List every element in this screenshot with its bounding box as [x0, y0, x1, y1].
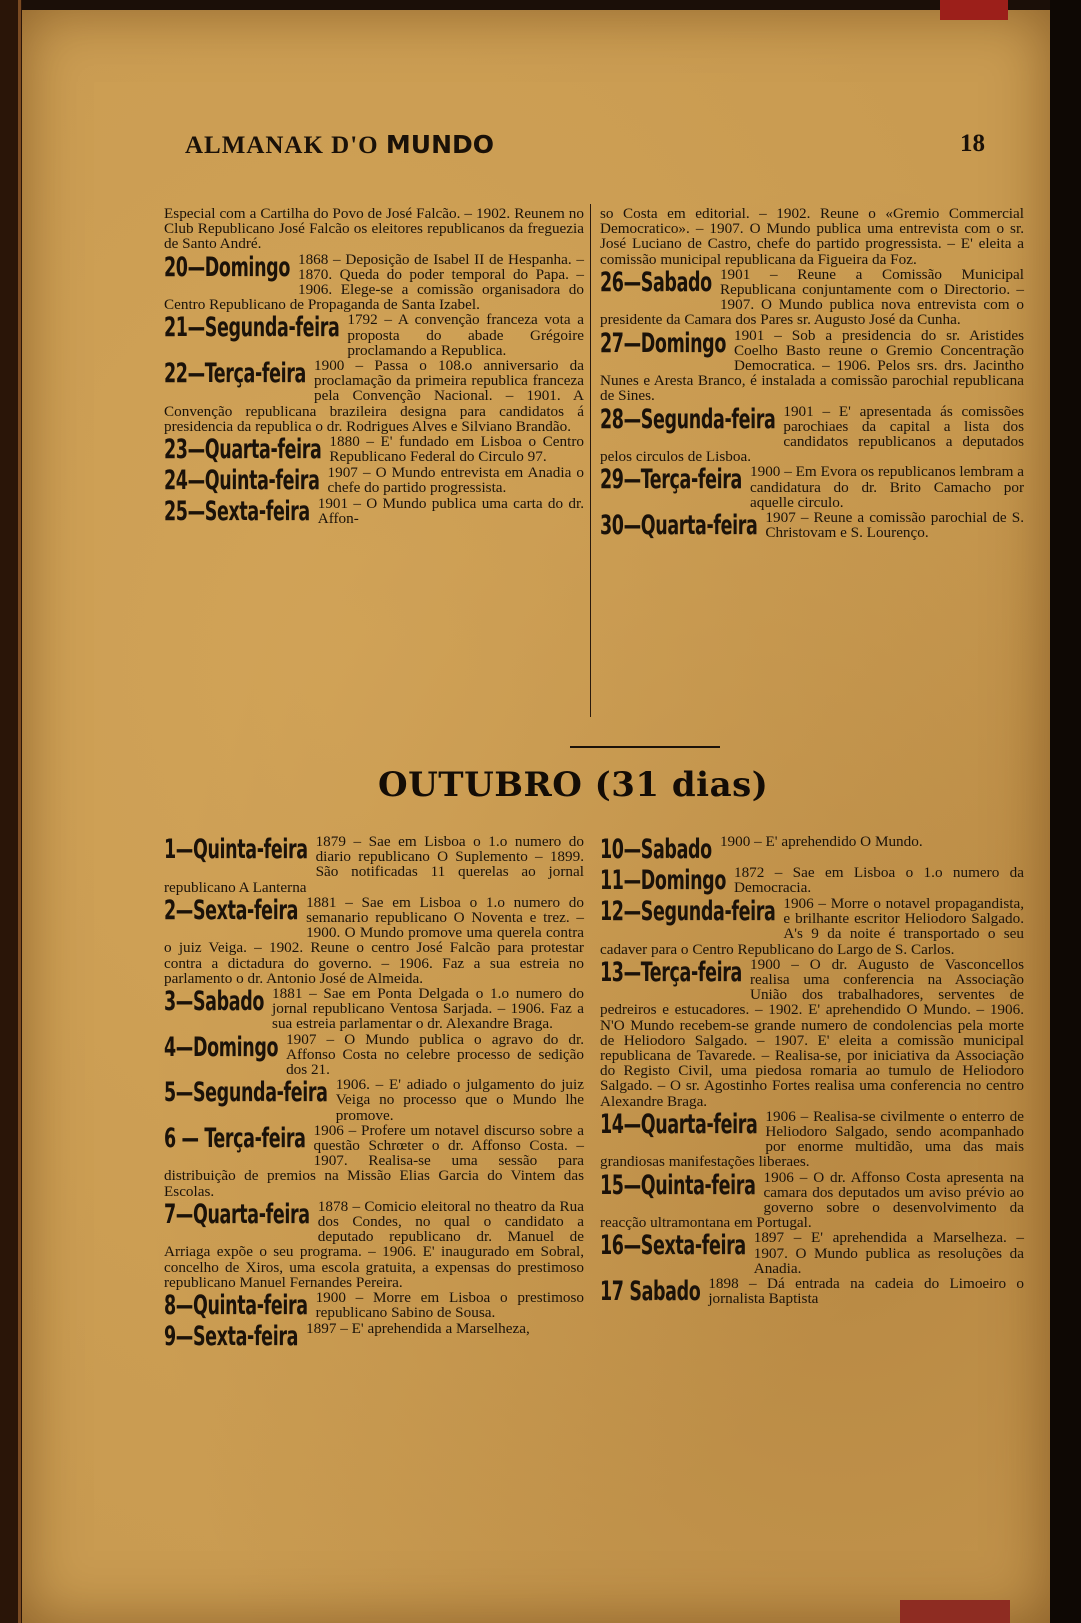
- calendar-entry: [164, 986, 584, 1032]
- entry-text: 1906 – Profere um notavel discurso sobre a questão Schrœter o dr. Affonso Costa. – 1907. Realisa-se uma sessão para distribuição de premios na Missão Elias Garcia do Vintem das Escolas.: [164, 1121, 584, 1200]
- calendar-entry: [600, 1276, 1024, 1307]
- calendar-entry: [600, 464, 1024, 510]
- day-heading: 27—Domingo: [600, 327, 726, 359]
- calendar-entry: [164, 465, 584, 496]
- day-heading: 24—Quinta-feira: [164, 465, 320, 497]
- calendar-entry: [164, 358, 584, 434]
- calendar-entry: [600, 1109, 1024, 1170]
- entry-text: Especial com a Cartilha do Povo de José Falcão. – 1902. Reunem no Club Republicano José Falcão os eleitores republicanos da freguezia de Santo André.: [164, 205, 584, 253]
- entry-text: 1900 – Em Evora os republicanos lembram a candidatura do dr. Brito Camacho por aquelle circulo.: [750, 463, 1024, 511]
- entry-text: 1906 – Morre o notavel propagandista, e brilhante escritor Heliodoro Salgado. A's 9 da noite é transportado o seu cadaver para o Centro Republicano do Largo de S. Carlos.: [600, 895, 1024, 958]
- calendar-entry: [600, 404, 1024, 465]
- entry-text: 1906 – O dr. Affonso Costa apresenta na camara dos deputados um aviso prévio ao governo sobre o desenvolvimento da reacção ultramontana em Portugal.: [600, 1168, 1024, 1232]
- almanac-title: [185, 130, 494, 160]
- entry-text: 1901 – O Mundo publica uma carta do dr. Affon-: [317, 495, 584, 528]
- calendar-entry: [600, 206, 1024, 267]
- entry-text: 1879 – Sae em Lisboa o 1.o numero do diario republicano O Suplemento – 1899. São notificadas 11 querelas ao jornal republicano A Lanterna: [164, 833, 584, 896]
- entry-text: 1907 – O Mundo entrevista em Anadia o chefe do partido progressista.: [327, 464, 584, 497]
- calendar-entry: [600, 267, 1024, 328]
- day-heading: 28—Segunda-feira: [600, 403, 776, 435]
- column-divider: [590, 204, 591, 717]
- day-heading: 9—Sexta-feira: [164, 1321, 299, 1353]
- page-number: 18: [960, 130, 985, 157]
- calendar-entry: [600, 510, 1024, 541]
- entry-text: 1881 – Sae em Lisboa o 1.o numero do semanario republicano O Noventa e trez. – 1900. O Mundo promove uma querela contra o juiz Veiga. – 1902. Reune o centro José Falcão para protestar contra a dictadura do governo. – 1906. Faz a sua estreia no parlamento o dr. Antonio José de Almeida.: [164, 893, 584, 987]
- month-heading: OUTUBRO (31 dias): [378, 765, 769, 805]
- calendar-entry: [164, 434, 584, 465]
- binding-edge: [18, 0, 21, 1623]
- october-right-column: [600, 834, 1024, 1307]
- day-heading: 15—Quinta-feira: [600, 1169, 756, 1201]
- day-heading: 2—Sexta-feira: [164, 894, 299, 926]
- day-heading: 14—Quarta-feira: [600, 1108, 758, 1140]
- day-heading: 26—Sabado: [600, 266, 712, 298]
- entry-text: 1878 – Comicio eleitoral no theatro da Rua dos Condes, no qual o candidato a deputado republicano dr. Manuel de Arriaga expõe o seu programa. – 1906. E' inaugurado em Sobral, concelho de Xiros, uma escola gratuita, a expensas do prestimoso republicano Manuel Fernandes Pereira.: [164, 1197, 584, 1291]
- calendar-entry: [164, 206, 584, 252]
- entry-text: 1792 – A convenção franceza vota a proposta do abade Grégoire proclamando a Republica.: [347, 311, 584, 359]
- red-bottom-tab: [900, 1600, 1010, 1623]
- calendar-entry: [164, 1123, 584, 1199]
- day-heading: 3—Sabado: [164, 986, 265, 1018]
- day-heading: 13—Terça-feira: [600, 956, 742, 988]
- day-heading: 22—Terça-feira: [164, 358, 306, 390]
- calendar-entry: [600, 896, 1024, 957]
- day-heading: 5—Segunda-feira: [164, 1077, 328, 1109]
- entry-text: 1900 – E' aprehendido O Mundo.: [719, 833, 923, 850]
- calendar-entry: [600, 834, 1024, 865]
- entry-text: 1880 – E' fundado em Lisboa o Centro Republicano Federal do Circulo 97.: [329, 433, 584, 466]
- entry-text: 1898 – Dá entrada na cadeia do Limoeiro o jornalista Baptista: [708, 1275, 1024, 1308]
- calendar-entry: [600, 957, 1024, 1109]
- entry-text: 1897 – E' aprehendida a Marselheza,: [306, 1320, 530, 1338]
- calendar-entry: [164, 1077, 584, 1123]
- day-heading: 1—Quinta-feira: [164, 834, 308, 865]
- calendar-entry: [164, 1032, 584, 1078]
- day-heading: 12—Segunda-feira: [600, 896, 776, 927]
- entry-text: 1901 – Sob a presidencia do sr. Aristides Coelho Basto reune o Gremio Concentração Democratica. – 1906. Pelos srs. drs. Jacintho Nunes e Aresta Branco, é instalada a comissão parochial republicana de Sines.: [600, 326, 1024, 405]
- entry-text: so Costa em editorial. – 1902. Reune o «Gremio Commercial Democratico». – 1907. O Mundo publica uma entrevista com o sr. José Luciano de Castro, chefe do partido progressista. – E' eleita a comissão municipal republicana da Figueira da Foz.: [600, 205, 1024, 268]
- day-heading: 17 Sabado: [600, 1276, 701, 1308]
- september-right-column: [600, 206, 1024, 541]
- calendar-entry: [164, 1290, 584, 1321]
- october-left-column: [164, 834, 584, 1352]
- running-header: [185, 130, 985, 164]
- calendar-entry: [600, 865, 1024, 896]
- calendar-entry: [164, 496, 584, 527]
- entry-text: 1901 – E' apresentada ás comissões parochiaes da capital a lista dos candidatos republicanos a deputados pelos circulos de Lisboa.: [600, 402, 1024, 466]
- calendar-entry: [164, 252, 584, 313]
- almanac-title-prefix: ALMANAK D'O: [185, 132, 379, 159]
- entry-text: 1868 – Deposição de Isabel II de Hespanha. – 1870. Queda do poder temporal do Papa. – 1906. Elege-se a comissão organisadora do Centro Republicano de Propaganda de Santa Izabel.: [164, 250, 584, 314]
- red-corner-tab: [940, 0, 1008, 20]
- section-rule: [570, 746, 720, 748]
- entry-text: 1897 – E' aprehendida a Marselheza. – 1907. O Mundo publica as resoluções da Anadia.: [753, 1229, 1024, 1277]
- day-heading: 6 — Terça-feira: [164, 1122, 306, 1154]
- day-heading: 21—Segunda-feira: [164, 312, 340, 344]
- entry-text: 1900 – Passa o 108.o anniversario da proclamação da primeira republica franceza pela Convenção Nacional. – 1901. A Convenção republicana brazileira designa para candidatos á presidencia da republica o dr. Rodrigues Alves e Silviano Brandão.: [164, 357, 584, 435]
- calendar-entry: [164, 1199, 584, 1290]
- day-heading: 16—Sexta-feira: [600, 1230, 746, 1262]
- day-heading: 4—Domingo: [164, 1031, 279, 1063]
- entry-text: 1900 – O dr. Augusto de Vasconcellos realisa uma conferencia na Associação União dos trabalhadores, serventes de pedreiros e estucadores. – 1902. E' aprehendido O Mundo. – 1906. N'O Mundo recebem-se grande numero de condolencias pela morte de Heliodoro Salgado. – 1907. E' eleita a comissão municipal republicana de Tavarede. – Realisa-se, por iniciativa da Associação do Registo Civil, uma piedosa romaria ao tumulo de Heliodoro Salgado. – O sr. Agostinho Fortes realisa uma conferencia no centro Alexandre Braga.: [600, 955, 1024, 1110]
- day-heading: 7—Quarta-feira: [164, 1198, 310, 1230]
- calendar-entry: [600, 1170, 1024, 1231]
- day-heading: 29—Terça-feira: [600, 464, 742, 496]
- calendar-entry: [600, 328, 1024, 404]
- day-heading: 10—Sabado: [600, 834, 712, 865]
- calendar-entry: [164, 834, 584, 895]
- calendar-entry: [164, 312, 584, 358]
- september-left-column: [164, 206, 584, 527]
- entry-text: 1906. – E' adiado o julgamento do juiz Veiga no processo que o Mundo lhe promove.: [335, 1076, 584, 1124]
- dark-margin: [1050, 0, 1081, 1623]
- almanac-title-brand: MUNDO: [385, 130, 494, 159]
- calendar-entry: [164, 1321, 584, 1352]
- entry-text: 1881 – Sae em Ponta Delgada o 1.o numero do jornal republicano Ventosa Sarjada. – 1906. Faz a sua estreia parlamentar o dr. Alexandre Braga.: [272, 985, 584, 1033]
- day-heading: 11—Domingo: [600, 865, 726, 896]
- calendar-entry: [600, 1230, 1024, 1276]
- entry-text: 1872 – Sae em Lisboa o 1.o numero da Democracia.: [733, 864, 1024, 897]
- entry-text: 1906 – Realisa-se civilmente o enterro de Heliodoro Salgado, sendo acompanhado por enorme multidão, uma das mais grandiosas manifestações liberaes.: [600, 1107, 1024, 1171]
- day-heading: 8—Quinta-feira: [164, 1290, 308, 1322]
- day-heading: 25—Sexta-feira: [164, 496, 310, 528]
- day-heading: 30—Quarta-feira: [600, 510, 758, 542]
- day-heading: 23—Quarta-feira: [164, 434, 322, 466]
- day-heading: 20—Domingo: [164, 251, 290, 283]
- entry-text: 1907 – O Mundo publica o agravo do dr. Affonso Costa no celebre processo de sedição dos 21.: [286, 1030, 584, 1079]
- entry-text: 1907 – Reune a comissão parochial de S. Christovam e S. Lourenço.: [765, 509, 1024, 542]
- entry-text: 1900 – Morre em Lisboa o prestimoso republicano Sabino de Sousa.: [315, 1289, 584, 1322]
- calendar-entry: [164, 895, 584, 986]
- entry-text: 1901 – Reune a Comissão Municipal Republicana conjuntamente com o Directorio. – 1907. O Mundo publica nova entrevista com o presidente da Camara dos Pares sr. Augusto José da Cunha.: [600, 265, 1024, 329]
